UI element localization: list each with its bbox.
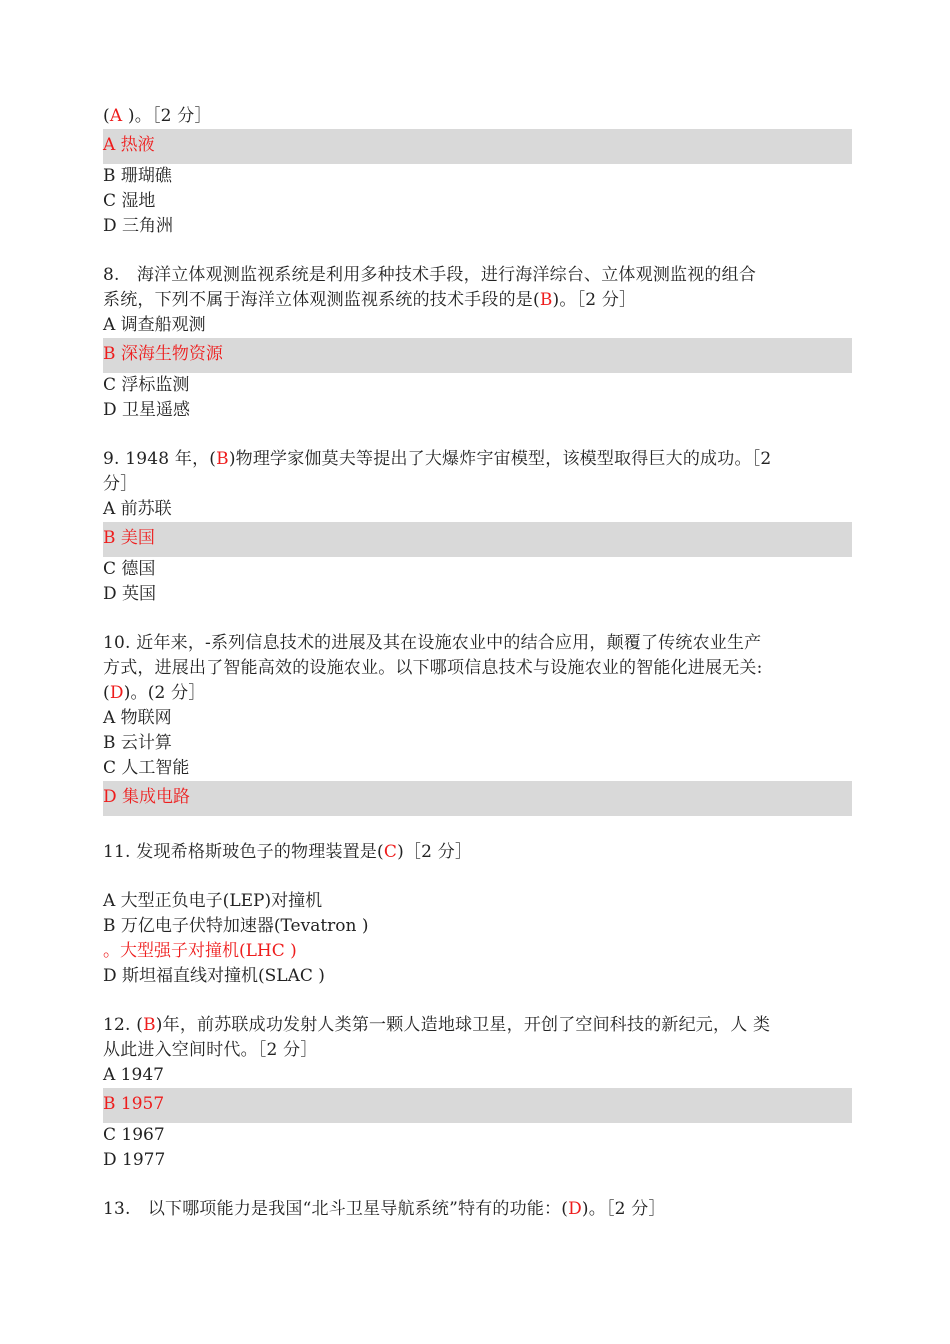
option: D 三角洲 — [103, 216, 174, 236]
option: D 英国 — [103, 584, 157, 604]
answer-key: B — [216, 449, 229, 469]
question-13-line-1: 13. 以下哪项能力是我国“北斗卫星导航系统”特有的功能：(D)。［2 分］ — [103, 1199, 666, 1219]
question-9-line-2: 分］ — [103, 474, 138, 494]
question-10-line-2: 方式，进展出了智能高效的设施农业。以下哪项信息技术与设施农业的智能化进展无关: — [103, 658, 763, 678]
option: C 浮标监测 — [103, 375, 190, 395]
answer-key: B — [539, 290, 553, 310]
option: A 1947 — [103, 1065, 164, 1085]
question-11-line-1: 11. 发现希格斯玻色子的物理装置是(C)［2 分］ — [103, 842, 473, 862]
option-correct: A 热液 — [103, 129, 852, 164]
answer-key: A — [109, 106, 123, 126]
option: D 卫星遥感 — [103, 400, 191, 420]
option: B 云计算 — [103, 733, 172, 753]
option: C 德国 — [103, 559, 156, 579]
question-12-line-2: 从此进入空间时代。［2 分］ — [103, 1040, 318, 1060]
option: C 1967 — [103, 1125, 165, 1145]
option: C 湿地 — [103, 191, 156, 211]
option: D 斯坦福直线对撞机(SLAC ) — [103, 966, 325, 986]
option: D 1977 — [103, 1150, 166, 1170]
answer-key: C — [383, 842, 398, 862]
option: A 前苏联 — [103, 499, 172, 519]
option: B 珊瑚礁 — [103, 166, 172, 186]
quiz-page — [103, 104, 852, 1222]
option: B 万亿电子伏特加速器(Tevatron ) — [103, 916, 369, 936]
question-8-line-2: 系统，下列不属于海洋立体观测监视系统的技术手段的是(B)。［2 分］ — [103, 290, 637, 310]
option-correct: 。大型强子对撞机(LHC ) — [103, 941, 297, 961]
question-10-line-1: 10. 近年来，-系列信息技术的进展及其在设施农业中的结合应用，颠覆了传统农业生产 — [103, 633, 762, 653]
question-9-line-1: 9. 1948 年，(B)物理学家伽莫夫等提出了大爆炸宇宙模型，该模型取得巨大的成功。［2 — [103, 449, 772, 469]
question-10-line-3: (D)。(2 分］ — [103, 683, 206, 703]
option-correct: D 集成电路 — [103, 781, 852, 816]
answer-key: D — [568, 1199, 582, 1219]
option: C 人工智能 — [103, 758, 190, 778]
option: A 大型正负电子(LEP)对撞机 — [103, 891, 323, 911]
question-7-tail: (A )。［2 分］ — [103, 106, 212, 126]
answer-key: B — [143, 1015, 156, 1035]
option: A 物联网 — [103, 708, 172, 728]
option-correct: B 美国 — [103, 522, 852, 557]
question-8-line-1: 8. 海洋立体观测监视系统是利用多种技术手段，进行海洋综台、立体观测监视的组合 — [103, 265, 757, 285]
answer-key: D — [109, 683, 124, 703]
option-correct: B 1957 — [103, 1088, 852, 1123]
option: A 调查船观测 — [103, 315, 206, 335]
option-correct: B 深海生物资源 — [103, 338, 852, 373]
question-12-line-1: 12. (B)年，前苏联成功发射人类第一颗人造地球卫星，开创了空间科技的新纪元，人 类 — [103, 1015, 771, 1035]
